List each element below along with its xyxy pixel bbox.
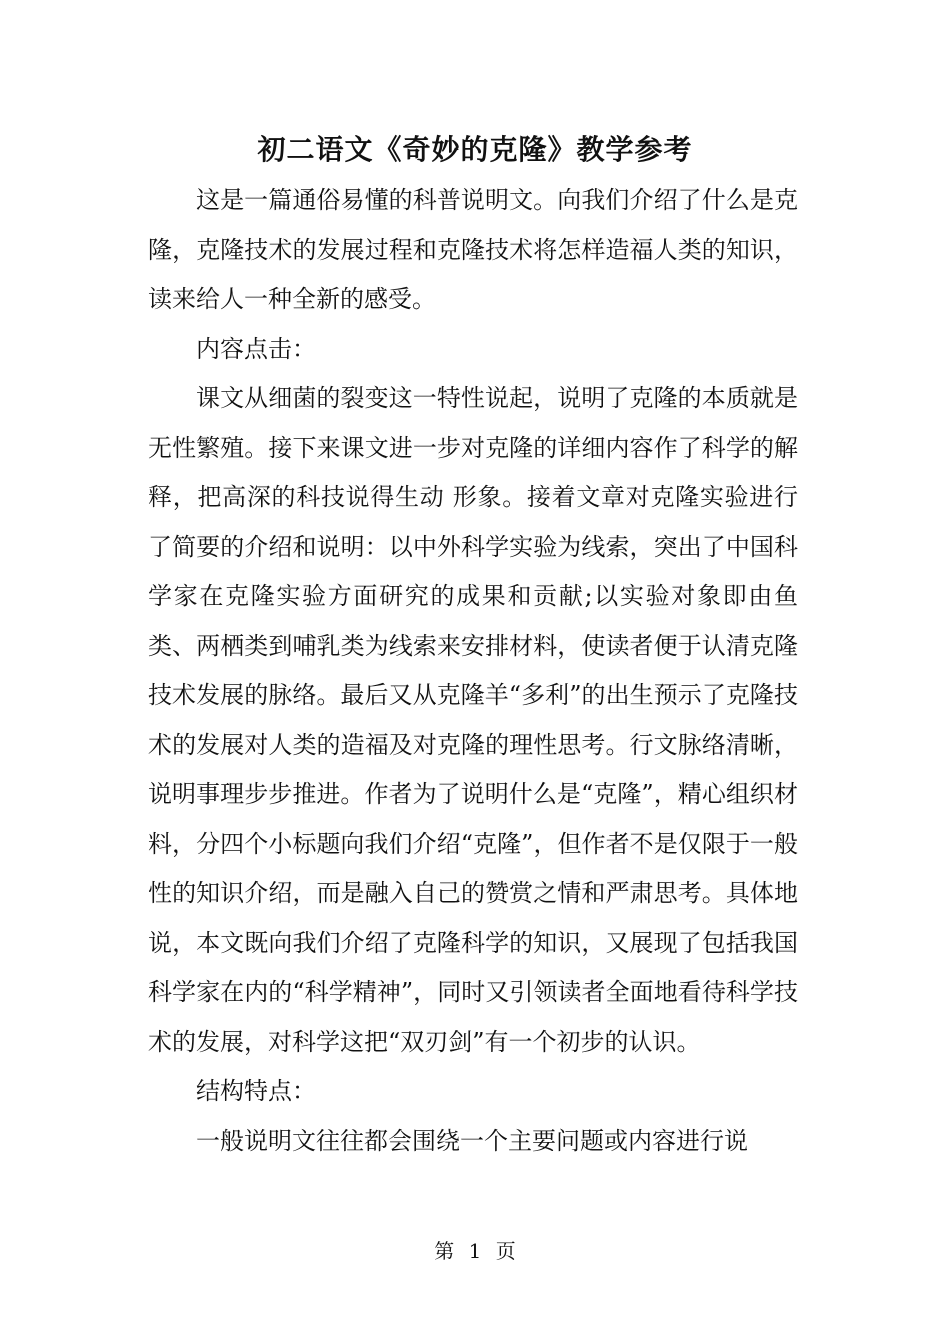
page-number: 1 [468, 1239, 482, 1263]
section-heading-content: 内容点击： [196, 334, 316, 363]
document-body [148, 176, 798, 1166]
footer-prefix: 第 [434, 1239, 455, 1263]
page-footer [0, 1236, 950, 1266]
document-title: 初二语文《奇妙的克隆》教学参考 [257, 133, 693, 166]
section-heading-structure: 结构特点： [196, 1077, 316, 1105]
paragraph-structure: 一般说明文往往都会围绕一个主要问题或内容进行说 [196, 1126, 748, 1155]
paragraph-intro: 这是一篇通俗易懂的科普说明文。向我们介绍了什么是克隆，克隆技术的发展过程和克隆技术将怎样造福人类的知识，读来给人一种全新的感受。 [148, 186, 798, 313]
paragraph-content: 课文从细菌的裂变这一特性说起，说明了克隆的本质就是无性繁殖。接下来课文进一步对克隆的详细内容作了科学的解释，把高深的科技说得生动 形象。接着文章对克隆实验进行了简要的介绍和说明：以中外科学实验为线索，突出了中国科学家在克隆实验方面研究的成果和贡献;以实验对象即由鱼类、两栖类到哺乳类为线索来安排材料，使读者便于认清克隆技术发展的脉络。最后又从克隆羊“多利”的出生预示了克隆技术的发展对人类的造福及对克隆的理性思考。行文脉络清晰，说明事理步步推进。作者为了说明什么是“克隆”，精心组织材料，分四个小标题向我们介绍“克隆”，但作者不是仅限于一般性的知识介绍，而是融入自己的赞赏之情和严肃思考。具体地说，本文既向我们介绍了克隆科学的知识，又展现了包括我国科学家在内的“科学精神”，同时又引领读者全面地看待科学技术的发展，对科学这把“双刃剑”有一个初步的认识。 [148, 384, 798, 1056]
footer-suffix: 页 [495, 1239, 516, 1263]
